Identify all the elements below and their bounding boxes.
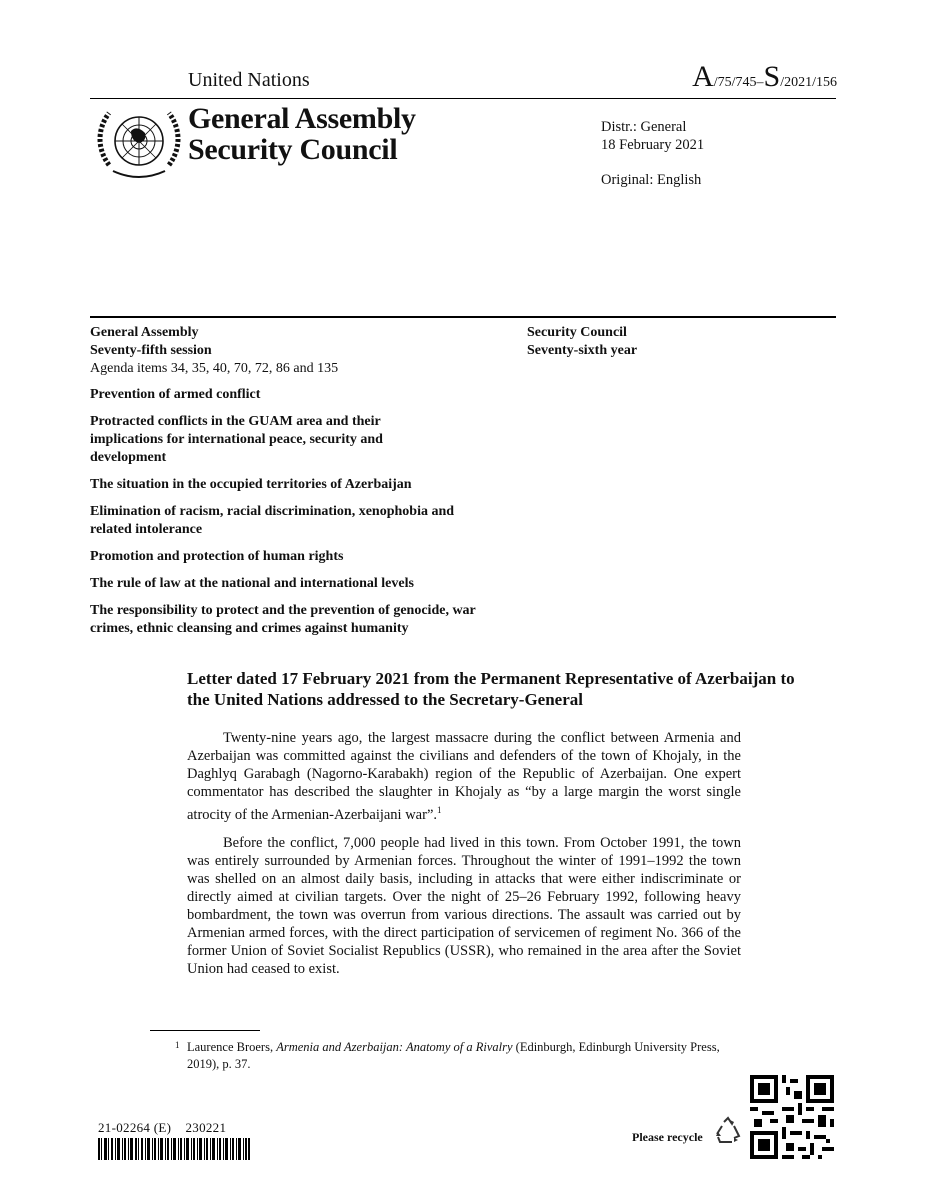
ga-agenda: Agenda items 34, 35, 40, 70, 72, 86 and 135 — [90, 361, 339, 376]
footnote-author: Laurence Broers, — [187, 1040, 277, 1054]
footnote — [175, 1039, 727, 1073]
agenda-item: The situation in the occupied territories of Azerbaijan — [90, 477, 412, 492]
ga-title: General Assembly — [90, 325, 199, 340]
document-symbol — [692, 60, 837, 94]
symbol-a-number: /75/745– — [713, 75, 764, 90]
org-name: United Nations — [188, 69, 310, 91]
recycle-icon — [712, 1116, 744, 1148]
agenda-item-list — [90, 386, 510, 647]
agenda-item: Elimination of racism, racial discrimination, xenophobia and related intolerance — [90, 504, 455, 537]
ga-session-block — [90, 324, 338, 378]
document-job-number: 21-02264 (E) 230221 — [98, 1120, 227, 1135]
letter-title: Letter dated 17 February 2021 from the Permanent Representative of Azerbaijan to the United Nations addressed to the Secretary-General — [187, 669, 795, 709]
original-language: Original: English — [601, 172, 702, 188]
organ-security-council: Security Council — [188, 133, 398, 166]
letter-body — [187, 729, 741, 988]
document-date: 18 February 2021 — [601, 137, 705, 153]
distribution-label: Distr.: General — [601, 119, 687, 135]
sc-session-block — [527, 324, 637, 360]
un-emblem-icon — [95, 105, 183, 183]
agenda-item: Protracted conflicts in the GUAM area and their implications for international peace, security and development — [90, 414, 383, 465]
agenda-item: Prevention of armed conflict — [90, 387, 261, 402]
barcode-icon — [98, 1138, 250, 1160]
footnote-rule — [150, 1030, 260, 1031]
agenda-item: Promotion and protection of human rights — [90, 549, 344, 564]
ga-session: Seventy-fifth session — [90, 343, 212, 358]
symbol-s-number: /2021/156 — [780, 75, 837, 90]
header-rule — [90, 98, 836, 99]
footnote-publication: (Edinburgh, Edinburgh University Press, 2019), p. 37. — [187, 1040, 720, 1071]
body-paragraph-2: Before the conflict, 7,000 people had lived in this town. From October 1991, the town was entirely surrounded by Armenian forces. Throughout the winter of 1991–1992 the town was shelled on an almost daily basis, including in attacks that were either indiscriminate or directly aimed at civilian targets. Over the night of 25–26 February 1992, following heavy bombardment, the town was overrun from various directions. The assault was carried out by Armenian armed forces, with the direct participation of servicemen of regiment No. 366 of the former Union of Soviet Socialist Republics (USSR), who remained in the area after the Soviet Union had ceased to exist. — [187, 834, 741, 977]
organ-titles — [188, 103, 416, 165]
sc-title: Security Council — [527, 325, 627, 340]
body-paragraph-1 — [187, 729, 741, 824]
footnote-reference: 1 — [437, 805, 442, 815]
symbol-a-letter: A — [692, 60, 714, 93]
footnote-number: 1 — [175, 1040, 180, 1050]
footnote-book-title: Armenia and Azerbaijan: Anatomy of a Rivalry — [276, 1040, 513, 1054]
agenda-item: The rule of law at the national and international levels — [90, 576, 414, 591]
paragraph-1-text: Twenty-nine years ago, the largest massacre during the conflict between Armenia and Azerbaijan was committed against the civilians and defenders of the town of Khojaly, in the Daghlyq Garabagh (Nagorno-Karabakh) region of the Republic of Azerbaijan. One expert commentator has described the slaughter in Khojaly as “by a large margin the worst single atrocity of the Armenian-Azerbaijani war”. — [187, 730, 741, 823]
distribution-block — [601, 118, 704, 154]
organ-general-assembly: General Assembly — [188, 102, 416, 135]
symbol-s-letter: S — [763, 60, 781, 93]
agenda-item: The responsibility to protect and the prevention of genocide, war crimes, ethnic cleansing and crimes against humanity — [90, 603, 476, 636]
session-rule — [90, 316, 836, 318]
sc-year: Seventy-sixth year — [527, 343, 638, 358]
recycle-label: Please recycle — [632, 1130, 703, 1144]
qr-code-icon — [750, 1075, 834, 1159]
